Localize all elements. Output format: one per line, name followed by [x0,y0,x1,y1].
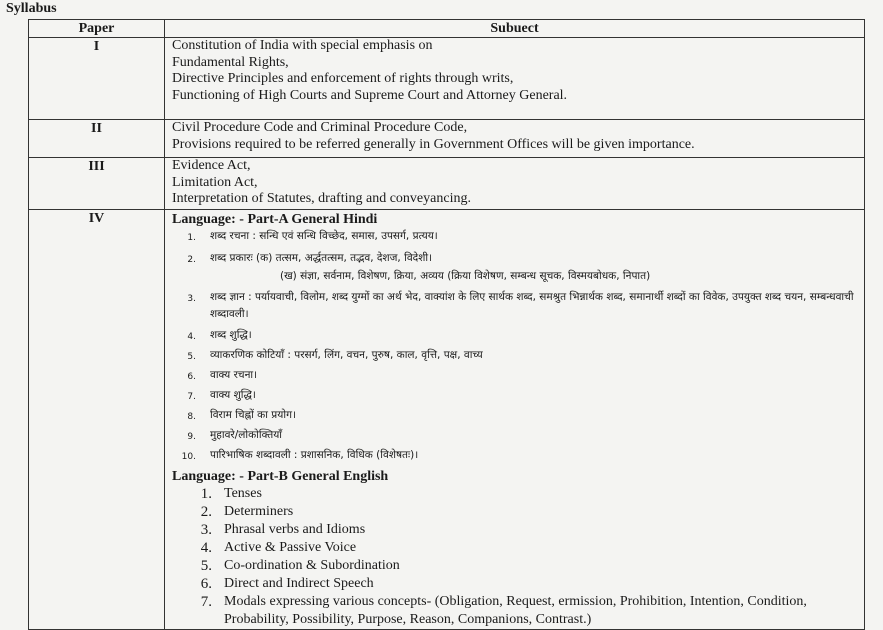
item-text: विराम चिह्नों का प्रयोग। [210,409,296,421]
subject-line: Fundamental Rights, [172,54,289,70]
subject-cell [165,210,865,630]
item-text: Direct and Indirect Speech [224,576,374,591]
english-section-title: Language: - Part-B General English [172,469,389,484]
list-item [172,228,864,246]
item-number: 5. [200,558,212,574]
item-text: Phrasal verbs and Idioms [224,522,366,537]
item-text: वाक्य रचना। [210,369,258,381]
list-item [172,539,864,557]
item-text: शब्द प्रकारः (क) तत्सम, अर्द्धतत्सम, तद्भव, देशज, विदेशी। [210,252,433,264]
syllabus-table [28,19,865,630]
table-row [29,210,865,630]
list-item [172,593,864,629]
paper-number: III [29,158,165,210]
table-row [29,38,865,120]
item-number: 3. [200,522,212,538]
item-text: वाक्य शुद्धि। [210,389,256,401]
list-item [172,503,864,521]
header-row [29,20,865,38]
item-number: 6. [187,372,196,382]
item-number: 7. [200,594,212,610]
item-number: 1. [187,233,196,243]
subject-line: Directive Principles and enforcement of rights through writs, [172,71,514,86]
item-number: 2. [187,255,196,265]
item-text: Determiners [224,504,294,519]
item-number: 4. [200,540,212,556]
item-number: 3. [187,294,196,304]
subject-cell [165,120,865,158]
subject-cell [165,158,865,210]
item-text: Active & Passive Voice [224,540,357,555]
list-item [172,557,864,575]
subject-line: Interpretation of Statutes, drafting and conveyancing. [172,191,471,206]
paper-number: IV [29,210,165,630]
item-number: 5. [187,352,196,362]
header-subject: Subuect [165,20,865,38]
item-number: 2. [200,504,212,520]
list-item [172,447,864,465]
list-item [172,575,864,593]
item-text: मुहावरे/लोकोक्तियाँ [210,429,283,441]
item-number: 10. [181,452,196,462]
item-number: 6. [200,576,212,592]
subject-line: Constitution of India with special emphasis on [172,38,433,53]
paper-number: I [29,38,165,120]
list-item-continuation: (ख) संज्ञा, सर्वनाम, विशेषण, क्रिया, अव्यय (क्रिया विशेषण, सम्बन्ध सूचक, विस्मयबोधक, निपात) [280,270,651,282]
item-text: Co-ordination & Subordination [224,558,400,573]
list-item [172,485,864,503]
item-text: Modals expressing various concepts- (Obligation, Request, ermission, Prohibition, Intention, Condition, Probability, Possibility, Purpose, Reason, Companions, Contrast.) [224,594,807,627]
paper-number: II [29,120,165,158]
list-item [172,327,864,345]
list-item [172,289,864,323]
item-text: शब्द ज्ञान : पर्यायवाची, विलोम, शब्द युग्मों का अर्थ भेद, वाक्यांश के लिए सार्थक शब्द, समश्रुत भिन्नार्थक शब्द, समानार्थी शब्दों का विवेक, उपयुक्त शब्द चयन, सम्बन्धवाची शब्दावली। [210,291,854,320]
list-item [172,367,864,385]
item-text: व्याकरणिक कोटियाँ : परसर्ग, लिंग, वचन, पुरुष, काल, वृत्ति, पक्ष, वाच्य [210,349,483,361]
list-item [172,347,864,365]
table-row [29,120,865,158]
item-number: 1. [200,486,212,502]
item-number: 9. [187,432,196,442]
table-row [29,158,865,210]
list-item [172,407,864,425]
page-heading: Syllabus [6,1,57,16]
item-number: 8. [187,412,196,422]
subject-line: Functioning of High Courts and Supreme Court and Attorney General. [172,87,568,103]
list-item [172,427,864,445]
item-text: Tenses [224,486,262,501]
subject-line: Provisions required to be referred generally in Government Offices will be given importance. [172,136,695,152]
list-item [172,250,864,268]
hindi-section-title: Language: - Part-A General Hindi [172,212,378,227]
item-number: 7. [187,392,196,402]
item-number: 4. [187,332,196,342]
subject-line: Evidence Act, [172,158,251,173]
subject-line: Limitation Act, [172,174,258,190]
item-text: शब्द रचना : सन्धि एवं सन्धि विच्छेद, समास, उपसर्ग, प्रत्यय। [210,230,438,242]
item-text: शब्द शुद्धि। [210,329,252,341]
subject-cell [165,38,865,120]
header-paper: Paper [29,20,165,38]
subject-line: Civil Procedure Code and Criminal Procedure Code, [172,120,468,135]
list-item [172,521,864,539]
item-text: पारिभाषिक शब्दावली : प्रशासनिक, विधिक (विशेषतः)। [210,449,419,461]
list-item [172,387,864,405]
